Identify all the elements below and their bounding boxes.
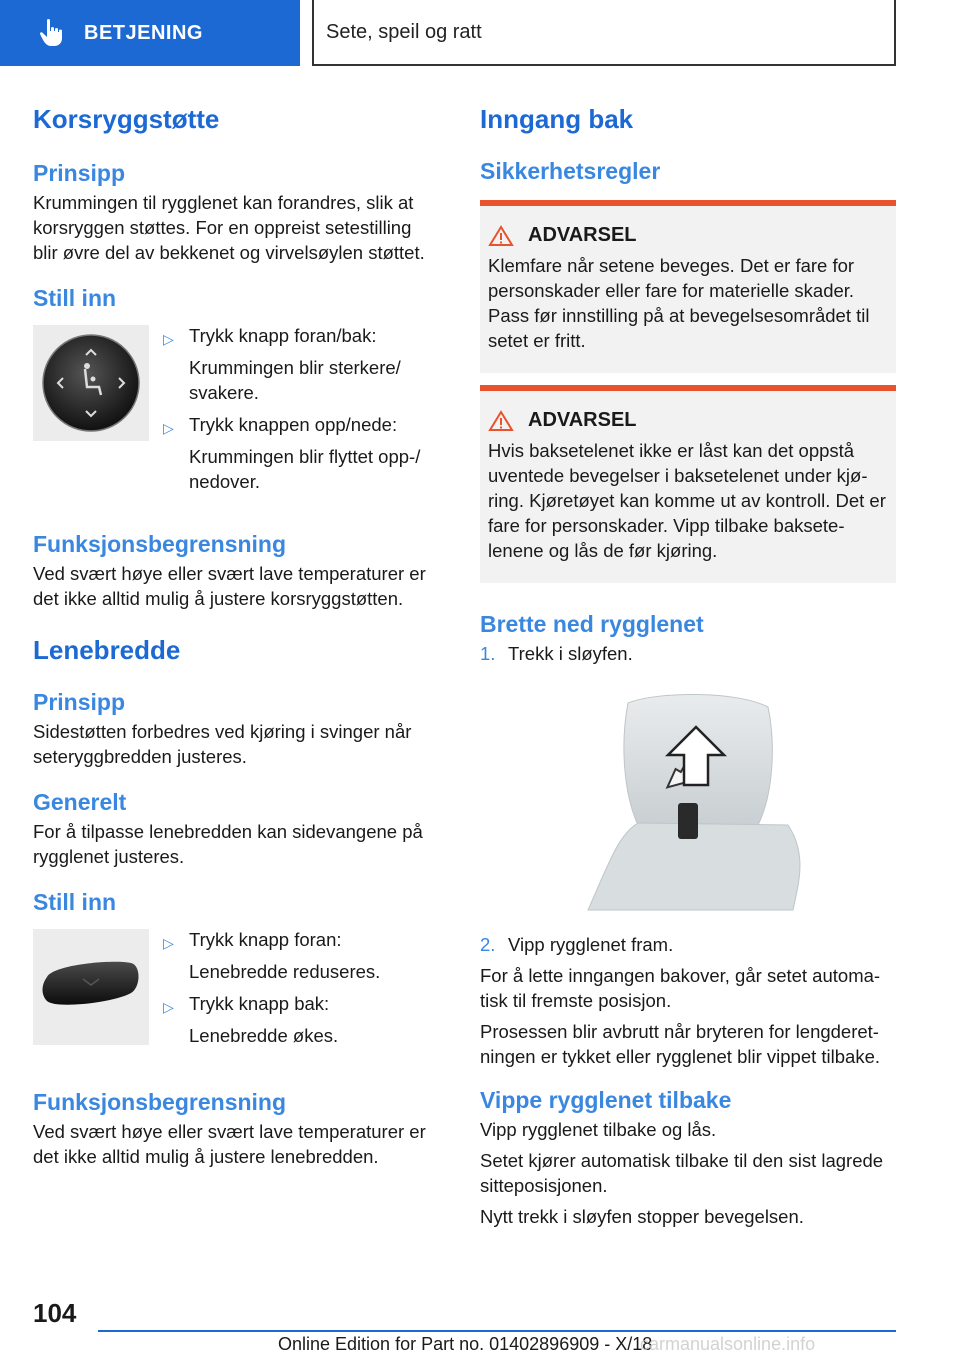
warning-title: ADVARSEL: [488, 224, 888, 247]
footer-divider: [98, 1330, 896, 1332]
right-column: [480, 100, 896, 1229]
principle-text: Sidestøtten forbedres ved kjøring i svinger når seteryggbredden justeres.: [33, 721, 412, 767]
fold-text-1: For å lette inngangen bakover, går setet automa-tisk til fremste posisjon.: [480, 965, 881, 1011]
triangle-bullet-icon: ▷: [163, 331, 174, 347]
width-adjust-block: [33, 929, 437, 1055]
warning-title: ADVARSEL: [488, 409, 888, 432]
list-item-result: Lenebredde økes.: [189, 1025, 339, 1046]
general-text: For å tilpasse lenebredden kan sidevangene på rygglenet justeres.: [33, 821, 423, 867]
section-title-backrest-width: Lenebredde: [33, 635, 181, 665]
edition-text: Online Edition for Part no. 01402896909 - X/18: [278, 1334, 653, 1354]
list-item: ▷ Trykk knapp bak:: [163, 991, 437, 1016]
triangle-bullet-icon: ▷: [163, 420, 174, 436]
width-adjust-list: [163, 927, 437, 1055]
step-item: 2. Vipp rygglenet fram.: [480, 934, 674, 955]
heading-limitation: Funksjonsbegrensning: [33, 1089, 287, 1115]
hand-pointer-icon: [38, 18, 66, 48]
tilt-text-3: Nytt trekk i sløyfen stopper bevegelsen.: [480, 1206, 804, 1227]
fold-steps-list: [480, 641, 896, 666]
page-header: [0, 0, 960, 66]
list-item-result: Lenebredde reduseres.: [189, 961, 381, 982]
limitation-text: Ved svært høye eller svært lave temperaturer er det ikke alltid mulig å justere lenebredden.: [33, 1121, 426, 1167]
warning-text: Hvis baksetelenet ikke er låst kan det oppstå uventede bevegelser i baksetelenet under kjø-ring. Kjøretøyet kan komme ut av kontroll. Det er fare for personskader. Vipp tilbake baksete-lenene og lås de før kjøring.: [488, 440, 886, 561]
heading-limitation: Funksjonsbegrensning: [33, 531, 287, 557]
list-item-result: Krummingen blir sterkere/ svakere.: [189, 357, 401, 403]
watermark: carmanualsonline.info: [640, 1334, 816, 1354]
triangle-bullet-icon: ▷: [163, 935, 174, 951]
warning-triangle-icon: [488, 225, 514, 247]
list-item: ▷ Trykk knapp foran/bak:: [163, 323, 437, 348]
section-title-rear-entry: Inngang bak: [480, 104, 634, 134]
section-label: BETJENING: [84, 21, 203, 44]
heading-adjust: Still inn: [33, 285, 117, 311]
list-item: ▷ Trykk knappen opp/nede:: [163, 412, 437, 437]
warning-box: [480, 385, 896, 583]
heading-general: Generelt: [33, 789, 127, 815]
width-switch-figure: [33, 929, 149, 1045]
warning-triangle-icon: [488, 410, 514, 432]
fold-text-2: Prosessen blir avbrutt når bryteren for lengderet-ningen er tykket eller rygglenet blir vippet tilbake.: [480, 1021, 881, 1067]
limitation-text: Ved svært høye eller svært lave temperaturer er det ikke alltid mulig å justere korsryggstøtten.: [33, 563, 426, 609]
heading-fold-backrest: Brette ned rygglenet: [480, 611, 704, 637]
chapter-title-box: [312, 0, 896, 66]
section-tab: [0, 0, 300, 66]
left-column: [33, 100, 437, 1169]
lumbar-switch-icon: [33, 325, 149, 441]
step-item: 1. Trekk i sløyfen.: [480, 643, 633, 664]
list-item-result: Krummingen blir flyttet opp-/ nedover.: [189, 446, 421, 492]
heading-safety: Sikkerhetsregler: [480, 158, 661, 184]
section-title-lumbar: Korsryggstøtte: [33, 104, 220, 134]
principle-text: Krummingen til rygglenet kan forandres, slik at korsryggen støttes. For en oppreist setestilling blir øvre del av bekkenet og virvelsøylen støttet.: [33, 192, 425, 263]
lumbar-switch-figure: [33, 325, 149, 441]
warning-box: [480, 200, 896, 373]
list-item: ▷ Trykk knapp foran:: [163, 927, 437, 952]
warning-text: Klemfare når setene beveges. Det er fare for personskader eller fare for materielle skader. Pass før innstilling på at bevegelsesområdet til setet er fritt.: [488, 255, 870, 351]
seat-loop-illustration: [558, 685, 818, 915]
triangle-bullet-icon: ▷: [163, 999, 174, 1015]
heading-adjust: Still inn: [33, 889, 117, 915]
tilt-text-2: Setet kjører automatisk tilbake til den sist lagrede sitteposisjonen.: [480, 1150, 884, 1196]
heading-principle: Prinsipp: [33, 160, 126, 186]
chapter-title: Sete, speil og ratt: [326, 20, 482, 43]
width-switch-icon: [33, 929, 149, 1045]
heading-principle: Prinsipp: [33, 689, 126, 715]
heading-tilt-backrest: Vippe rygglenet tilbake: [480, 1087, 732, 1113]
seat-loop-figure: [480, 678, 896, 922]
lumbar-adjust-block: [33, 325, 437, 501]
page-number: 104: [33, 1298, 77, 1328]
lumbar-adjust-list: [163, 323, 437, 501]
tilt-text-1: Vipp rygglenet tilbake og lås.: [480, 1119, 717, 1140]
fold-steps-list-2: [480, 932, 896, 957]
